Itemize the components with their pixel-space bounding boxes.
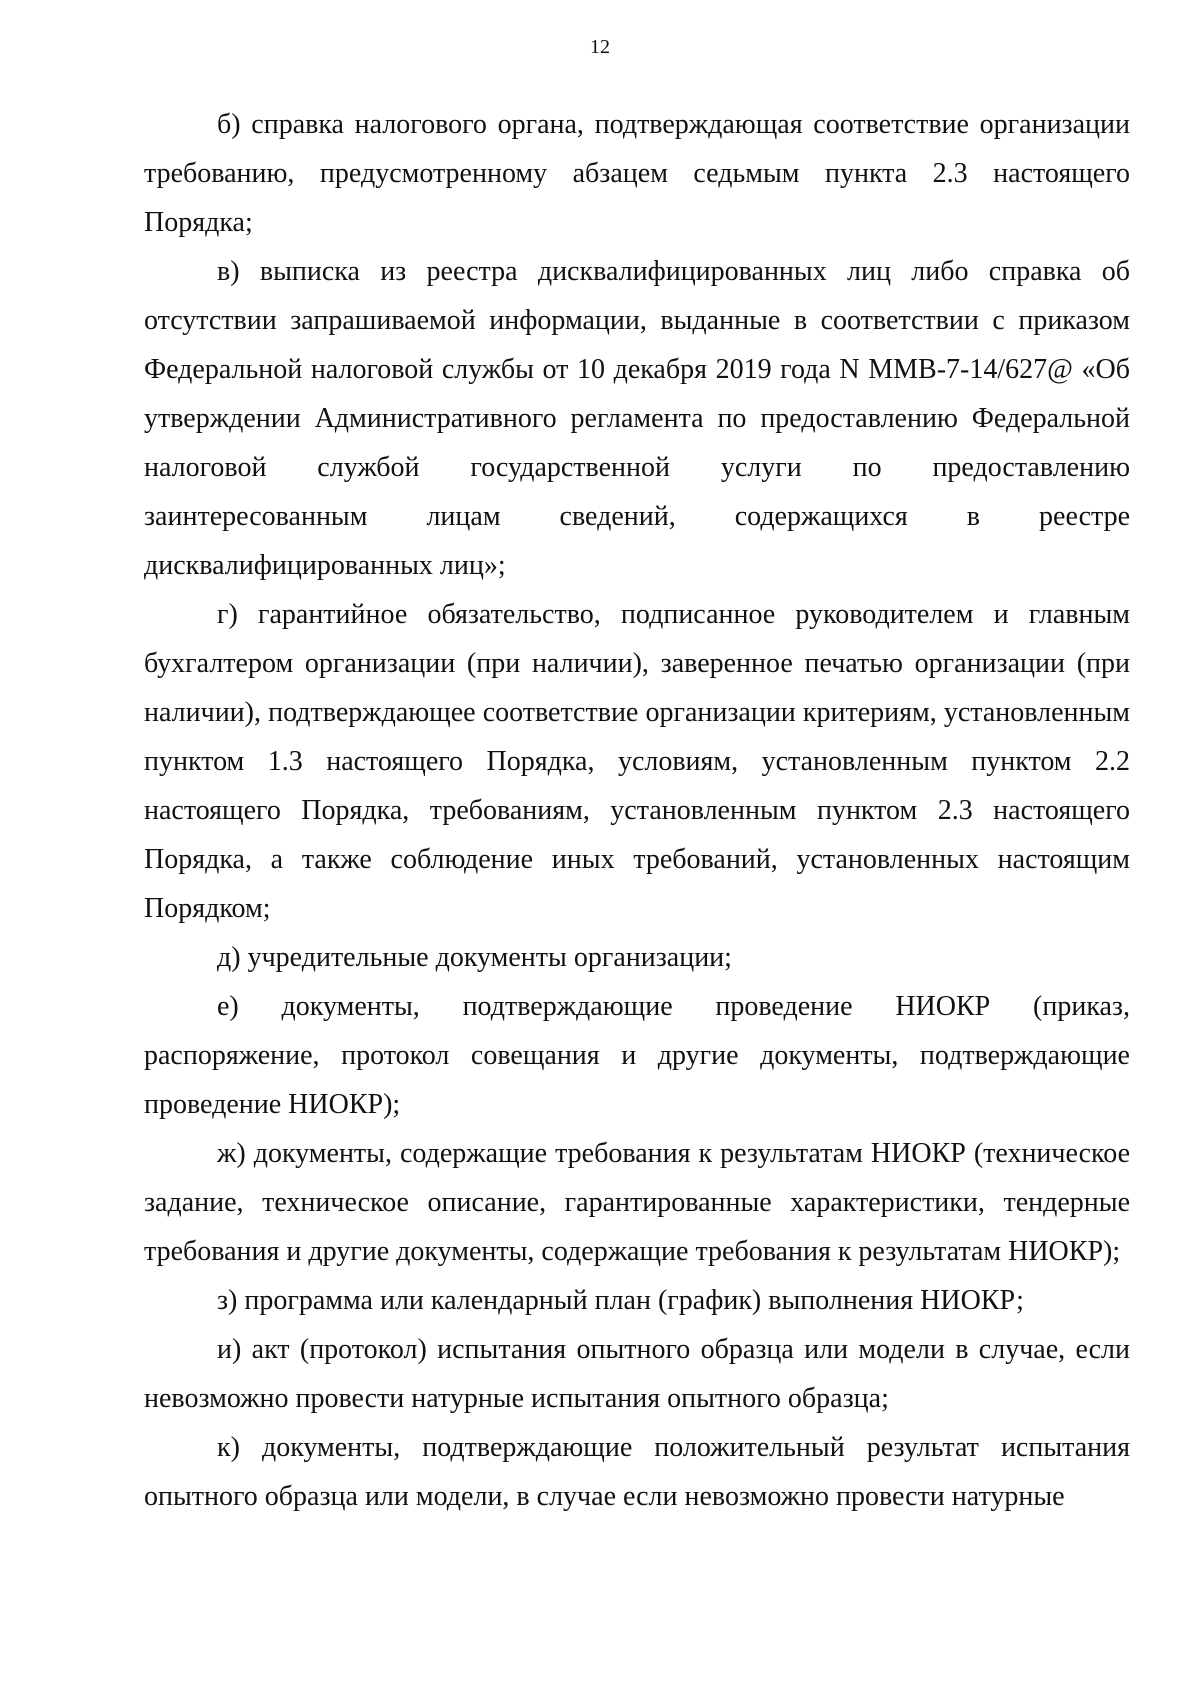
list-item-d: д) учредительные документы организации; (217, 942, 732, 973)
page-number: 12 (590, 36, 610, 58)
list-item-k: к) документы, подтверждающие положительный результат испытания опытного образца или модели, в случае если невозможно провести натурные (144, 1432, 1130, 1512)
list-item-i: и) акт (протокол) испытания опытного образца или модели в случае, если невозможно провести натурные испытания опытного образца; (144, 1334, 1130, 1414)
document-body (144, 100, 1130, 1521)
list-item-z: з) программа или календарный план (график) выполнения НИОКР; (217, 1285, 1024, 1316)
list-item-b: б) справка налогового органа, подтверждающая соответствие организации требованию, предусмотренному абзацем седьмым пункта 2.3 настоящего Порядка; (144, 109, 1130, 238)
list-item-zh: ж) документы, содержащие требования к результатам НИОКР (техническое задание, техническое описание, гарантированные характеристики, тендерные требования и другие документы, содержащие требования к результатам НИОКР); (144, 1138, 1130, 1267)
list-item-g: г) гарантийное обязательство, подписанное руководителем и главным бухгалтером организации (при наличии), заверенное печатью организации (при наличии), подтверждающее соответствие организации критериям, установленным пунктом 1.3 настоящего Порядка, условиям, установленным пунктом 2.2 настоящего Порядка, требованиям, установленным пунктом 2.3 настоящего Порядка, а также соблюдение иных требований, установленных настоящим Порядком; (144, 599, 1130, 924)
list-item-e: е) документы, подтверждающие проведение НИОКР (приказ, распоряжение, протокол совещания и другие документы, подтверждающие проведение НИОКР); (144, 991, 1130, 1120)
list-item-v: в) выписка из реестра дисквалифицированных лиц либо справка об отсутствии запрашиваемой информации, выданные в соответствии с приказом Федеральной налоговой службы от 10 декабря 2019 года N ММВ-7-14/627@ «Об утверждении Административного регламента по предоставлению Федеральной налоговой службой государственной услуги по предоставлению заинтересованным лицам сведений, содержащихся в реестре дисквалифицированных лиц»; (144, 256, 1130, 581)
